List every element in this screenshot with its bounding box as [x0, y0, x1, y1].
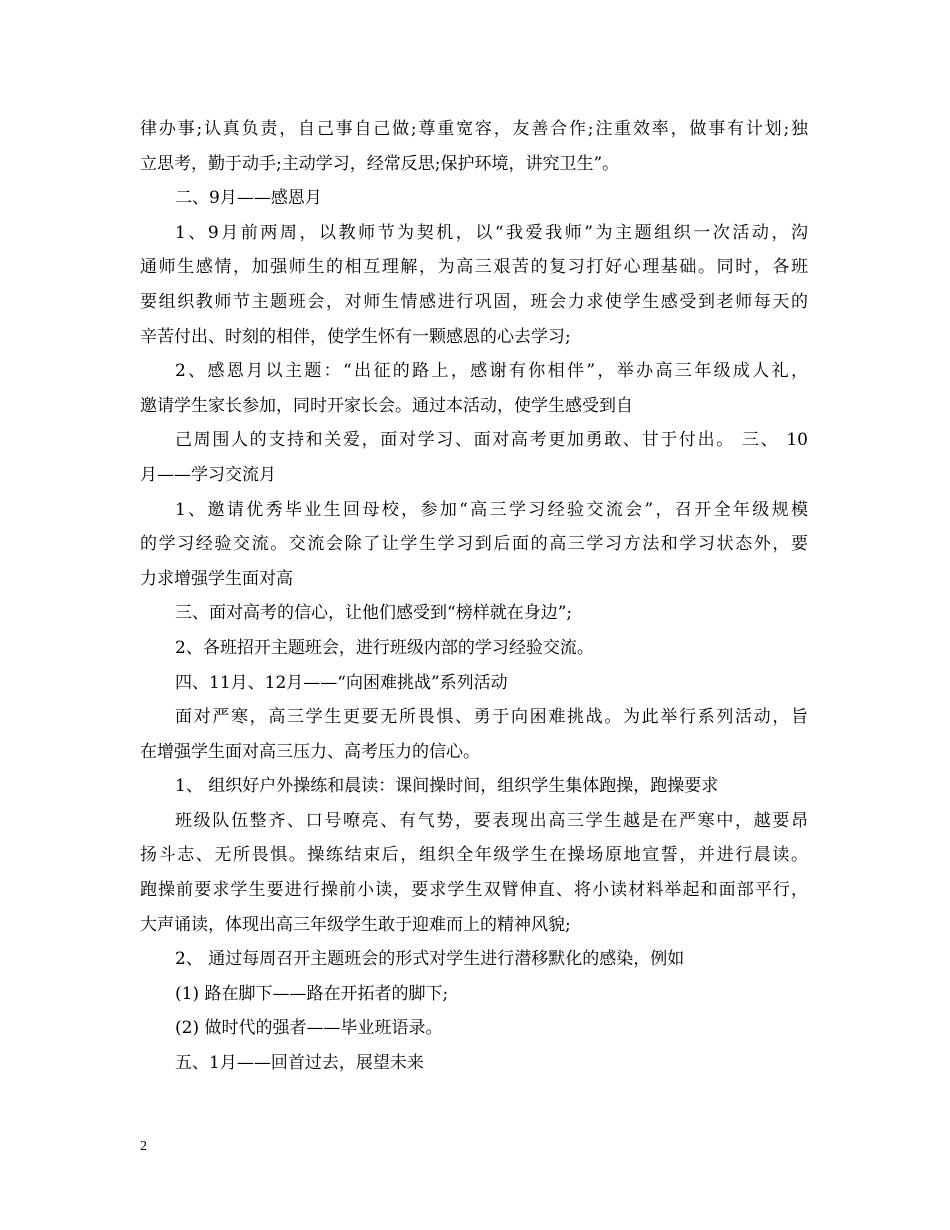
- text-line: 通师生感情，加强师生的相互理解，为高三艰苦的复习打好心理基础。同时，各班: [140, 257, 808, 278]
- text-line: 跑操前要求学生要进行操前小读，要求学生双臂伸直、将小读材料举起和面部平行，: [140, 880, 808, 901]
- list-item: (2) 做时代的强者——毕业班语录。: [175, 1018, 443, 1039]
- text-line: 三、面对高考的信心，让他们感受到“榜样就在身边”;: [175, 603, 573, 624]
- list-item: (1) 路在脚下——路在开拓者的脚下;: [175, 983, 449, 1004]
- text-line: 在增强学生面对高三压力、高考压力的信心。: [140, 741, 480, 762]
- section-heading: 四、11月、12月——“向困难挑战”系列活动: [175, 672, 508, 693]
- section-heading: 二、9月——感恩月: [175, 188, 322, 209]
- text-line: 要组织教师节主题班会，对师生情感进行巩固，班会力求使学生感受到老师每天的: [140, 291, 808, 312]
- text-line: 己周围人的支持和关爱，面对学习、面对高考更加勇敢、甘于付出。 三、 10: [175, 430, 808, 451]
- text-line: 1、邀请优秀毕业生回母校，参加“高三学习经验交流会”，召开全年级规模: [175, 499, 808, 520]
- text-line: 1、9月前两周，以教师节为契机，以“我爱我师”为主题组织一次活动，沟: [175, 222, 808, 243]
- page-number: 2: [140, 1139, 147, 1154]
- text-line: 辛苦付出、时刻的相伴，使学生怀有一颗感恩的心去学习;: [140, 326, 571, 347]
- text-line: 立思考，勤于动手;主动学习，经常反思;保护环境，讲究卫生”。: [140, 153, 620, 174]
- text-line: 面对严寒，高三学生更要无所畏惧、勇于向困难挑战。为此举行系列活动，旨: [175, 707, 808, 728]
- text-line: 律办事;认真负责，自己事自己做;尊重宽容，友善合作;注重效率，做事有计划;独: [140, 119, 808, 139]
- section-heading: 月——学习交流月: [140, 464, 276, 485]
- section-heading: 五、1月——回首过去，展望未来: [175, 1053, 424, 1074]
- text-line: 班级队伍整齐、口号嘹亮、有气势，要表现出高三学生越是在严寒中，越要昂: [175, 810, 808, 831]
- text-line: 扬斗志、无所畏惧。操练结束后，组织全年级学生在操场原地宣誓，并进行晨读。: [140, 845, 808, 866]
- text-line: 1、 组织好户外操练和晨读：课间操时间，组织学生集体跑操，跑操要求: [175, 776, 719, 797]
- text-line: 的学习经验交流。交流会除了让学生学习到后面的高三学习方法和学习状态外，要: [140, 534, 808, 555]
- text-line: 大声诵读，体现出高三年级学生敢于迎难而上的精神风貌;: [140, 914, 571, 935]
- body-text: [140, 112, 808, 1081]
- text-line: 2、 通过每周召开主题班会的形式对学生进行潜移默化的感染，例如: [175, 949, 685, 970]
- text-line: 2、感恩月以主题：“出征的路上，感谢有你相伴”，举办高三年级成人礼，: [175, 361, 808, 382]
- text-line: 2、各班招开主题班会，进行班级内部的学习经验交流。: [175, 637, 594, 658]
- text-line: 邀请学生家长参加，同时开家长会。通过本活动，使学生感受到自: [140, 395, 633, 416]
- text-line: 力求增强学生面对高: [140, 568, 293, 589]
